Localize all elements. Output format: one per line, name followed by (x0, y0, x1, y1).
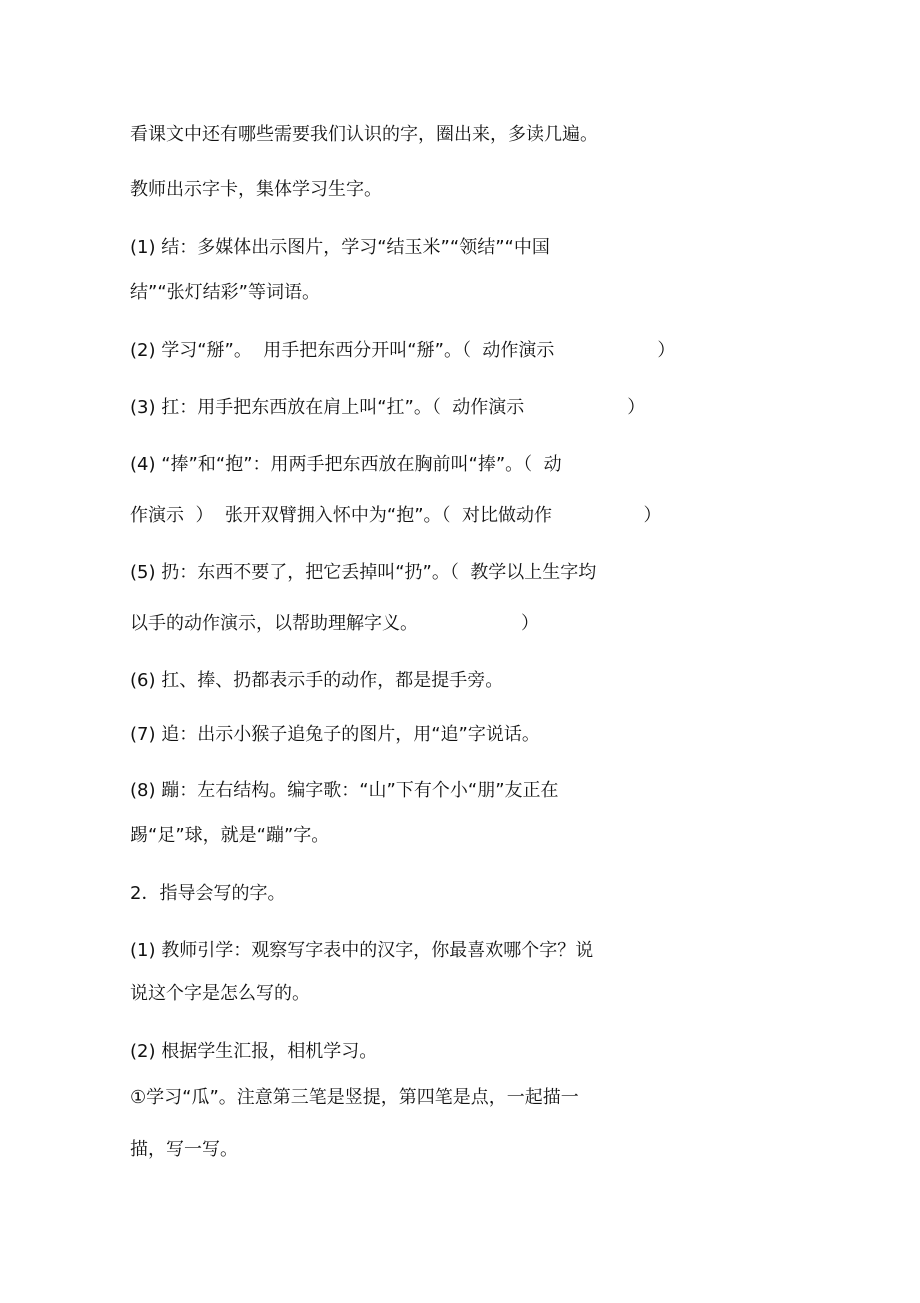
text-line: (1) 教师引学：观察写字表中的汉字，你最喜欢哪个字？说 (130, 940, 594, 961)
text-line: (8) 蹦：左右结构。编字歌：“山”下有个小“朋”友正在 (130, 780, 559, 801)
text-line: (1) 结：多媒体出示图片，学习“结玉米”“领结”“中国 (130, 237, 550, 258)
text-line: 描，写一写。 (130, 1139, 238, 1160)
text-line: (3) 扛：用手把东西放在肩上叫“扛”。（ 动作演示 ） (130, 397, 646, 418)
text-line: 说这个字是怎么写的。 (130, 983, 310, 1004)
text-line: (5) 扔：东西不要了，把它丢掉叫“扔”。（ 教学以上生字均 (130, 562, 597, 583)
text-line: (2) 根据学生汇报，相机学习。 (130, 1041, 378, 1062)
text-line: 作演示 ） 张开双臂拥入怀中为“抱”。（ 对比做动作 ） (130, 505, 662, 526)
text-line: 以手的动作演示，以帮助理解字义。 ） (130, 613, 539, 634)
text-line: (6) 扛、捧、扔都表示手的动作，都是提手旁。 (130, 670, 504, 691)
text-line: 教师出示字卡，集体学习生字。 (130, 179, 382, 200)
text-line: (7) 追：出示小猴子追兔子的图片，用“追”字说话。 (130, 724, 540, 745)
text-line: 看课文中还有哪些需要我们认识的字，圈出来，多读几遍。 (130, 124, 598, 145)
text-line: (4) “捧”和“抱”：用两手把东西放在胸前叫“捧”。（ 动 (130, 454, 562, 475)
text-line: (2) 学习“掰”。 用手把东西分开叫“掰”。（ 动作演示 ） (130, 340, 676, 361)
text-line: 结”“张灯结彩”等词语。 (130, 282, 320, 303)
text-line: 踢“足”球，就是“蹦”字。 (130, 825, 330, 846)
text-line: 2．指导会写的字。 (130, 883, 286, 904)
text-line: ①学习“瓜”。注意第三笔是竖提，第四笔是点，一起描一 (130, 1087, 579, 1108)
